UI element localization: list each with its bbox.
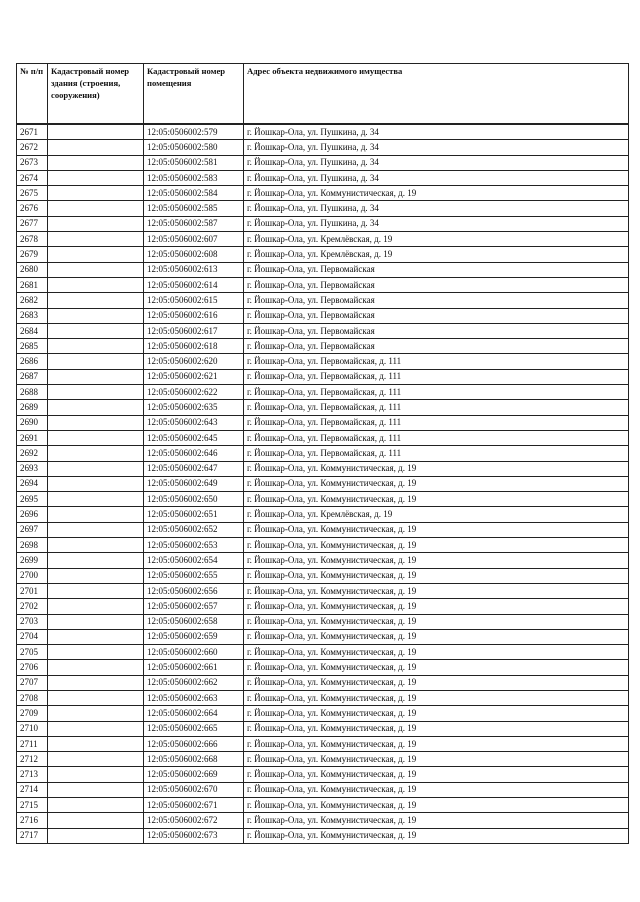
- row-number-cell: 2708: [17, 690, 48, 705]
- building-cadastral-cell: [48, 170, 144, 185]
- address-cell: г. Йошкар-Ола, ул. Первомайская: [244, 308, 629, 323]
- building-cadastral-cell: [48, 706, 144, 721]
- room-cadastral-cell: 12:05:0506002:607: [144, 232, 244, 247]
- building-cadastral-cell: [48, 476, 144, 491]
- address-cell: г. Йошкар-Ола, ул. Первомайская: [244, 262, 629, 277]
- room-cadastral-cell: 12:05:0506002:647: [144, 461, 244, 476]
- row-number-cell: 2706: [17, 660, 48, 675]
- row-number-cell: 2699: [17, 553, 48, 568]
- room-cadastral-cell: 12:05:0506002:655: [144, 568, 244, 583]
- address-cell: г. Йошкар-Ола, ул. Пушкина, д. 34: [244, 155, 629, 170]
- row-number-cell: 2678: [17, 232, 48, 247]
- address-cell: г. Йошкар-Ола, ул. Первомайская, д. 111: [244, 446, 629, 461]
- row-number-cell: 2704: [17, 629, 48, 644]
- row-number-cell: 2675: [17, 186, 48, 201]
- room-cadastral-cell: 12:05:0506002:653: [144, 538, 244, 553]
- building-cadastral-cell: [48, 752, 144, 767]
- table-row: [17, 813, 629, 828]
- room-cadastral-cell: 12:05:0506002:669: [144, 767, 244, 782]
- room-cadastral-cell: 12:05:0506002:613: [144, 262, 244, 277]
- address-cell: г. Йошкар-Ола, ул. Первомайская, д. 111: [244, 385, 629, 400]
- row-number-cell: 2693: [17, 461, 48, 476]
- building-cadastral-cell: [48, 262, 144, 277]
- building-cadastral-cell: [48, 430, 144, 445]
- address-cell: г. Йошкар-Ола, ул. Пушкина, д. 34: [244, 216, 629, 231]
- header-address: Адрес объекта недвижимого имущества: [244, 64, 629, 125]
- row-number-cell: 2703: [17, 614, 48, 629]
- building-cadastral-cell: [48, 660, 144, 675]
- building-cadastral-cell: [48, 568, 144, 583]
- address-cell: г. Йошкар-Ола, ул. Коммунистическая, д. 19: [244, 186, 629, 201]
- table-row: [17, 690, 629, 705]
- row-number-cell: 2697: [17, 522, 48, 537]
- table-row: [17, 308, 629, 323]
- building-cadastral-cell: [48, 645, 144, 660]
- room-cadastral-cell: 12:05:0506002:587: [144, 216, 244, 231]
- room-cadastral-cell: 12:05:0506002:618: [144, 339, 244, 354]
- room-cadastral-cell: 12:05:0506002:651: [144, 507, 244, 522]
- address-cell: г. Йошкар-Ола, ул. Кремлёвская, д. 19: [244, 232, 629, 247]
- table-row: [17, 262, 629, 277]
- building-cadastral-cell: [48, 124, 144, 140]
- room-cadastral-cell: 12:05:0506002:673: [144, 828, 244, 843]
- row-number-cell: 2676: [17, 201, 48, 216]
- row-number-cell: 2680: [17, 262, 48, 277]
- address-cell: г. Йошкар-Ола, ул. Коммунистическая, д. 19: [244, 568, 629, 583]
- table-row: [17, 538, 629, 553]
- row-number-cell: 2707: [17, 675, 48, 690]
- building-cadastral-cell: [48, 216, 144, 231]
- table-row: [17, 216, 629, 231]
- address-cell: г. Йошкар-Ола, ул. Коммунистическая, д. 19: [244, 461, 629, 476]
- address-cell: г. Йошкар-Ола, ул. Коммунистическая, д. 19: [244, 599, 629, 614]
- table-row: [17, 232, 629, 247]
- room-cadastral-cell: 12:05:0506002:672: [144, 813, 244, 828]
- building-cadastral-cell: [48, 522, 144, 537]
- room-cadastral-cell: 12:05:0506002:581: [144, 155, 244, 170]
- row-number-cell: 2672: [17, 140, 48, 155]
- row-number-cell: 2671: [17, 124, 48, 140]
- table-row: [17, 140, 629, 155]
- table-row: [17, 155, 629, 170]
- building-cadastral-cell: [48, 721, 144, 736]
- address-cell: г. Йошкар-Ола, ул. Коммунистическая, д. 19: [244, 629, 629, 644]
- header-building-cadastral: Кадастровый номер здания (строения, сооружения): [48, 64, 144, 125]
- table-row: [17, 614, 629, 629]
- building-cadastral-cell: [48, 201, 144, 216]
- room-cadastral-cell: 12:05:0506002:662: [144, 675, 244, 690]
- room-cadastral-cell: 12:05:0506002:620: [144, 354, 244, 369]
- room-cadastral-cell: 12:05:0506002:579: [144, 124, 244, 140]
- table-row: [17, 430, 629, 445]
- room-cadastral-cell: 12:05:0506002:635: [144, 400, 244, 415]
- building-cadastral-cell: [48, 798, 144, 813]
- header-row: [17, 64, 629, 125]
- address-cell: г. Йошкар-Ола, ул. Пушкина, д. 34: [244, 140, 629, 155]
- row-number-cell: 2687: [17, 369, 48, 384]
- building-cadastral-cell: [48, 155, 144, 170]
- table-row: [17, 553, 629, 568]
- building-cadastral-cell: [48, 446, 144, 461]
- address-cell: г. Йошкар-Ола, ул. Коммунистическая, д. 19: [244, 553, 629, 568]
- table-row: [17, 736, 629, 751]
- room-cadastral-cell: 12:05:0506002:654: [144, 553, 244, 568]
- building-cadastral-cell: [48, 736, 144, 751]
- room-cadastral-cell: 12:05:0506002:584: [144, 186, 244, 201]
- building-cadastral-cell: [48, 767, 144, 782]
- building-cadastral-cell: [48, 690, 144, 705]
- row-number-cell: 2690: [17, 415, 48, 430]
- row-number-cell: 2684: [17, 323, 48, 338]
- building-cadastral-cell: [48, 553, 144, 568]
- address-cell: г. Йошкар-Ола, ул. Коммунистическая, д. 19: [244, 706, 629, 721]
- room-cadastral-cell: 12:05:0506002:585: [144, 201, 244, 216]
- room-cadastral-cell: 12:05:0506002:650: [144, 492, 244, 507]
- address-cell: г. Йошкар-Ола, ул. Коммунистическая, д. 19: [244, 752, 629, 767]
- row-number-cell: 2685: [17, 339, 48, 354]
- room-cadastral-cell: 12:05:0506002:617: [144, 323, 244, 338]
- room-cadastral-cell: 12:05:0506002:670: [144, 782, 244, 797]
- row-number-cell: 2716: [17, 813, 48, 828]
- building-cadastral-cell: [48, 538, 144, 553]
- room-cadastral-cell: 12:05:0506002:665: [144, 721, 244, 736]
- row-number-cell: 2713: [17, 767, 48, 782]
- building-cadastral-cell: [48, 277, 144, 292]
- header-num: № п/п: [17, 64, 48, 125]
- address-cell: г. Йошкар-Ола, ул. Первомайская, д. 111: [244, 369, 629, 384]
- address-cell: г. Йошкар-Ола, ул. Первомайская, д. 111: [244, 430, 629, 445]
- building-cadastral-cell: [48, 675, 144, 690]
- room-cadastral-cell: 12:05:0506002:646: [144, 446, 244, 461]
- row-number-cell: 2715: [17, 798, 48, 813]
- building-cadastral-cell: [48, 629, 144, 644]
- address-cell: г. Йошкар-Ола, ул. Коммунистическая, д. 19: [244, 675, 629, 690]
- address-cell: г. Йошкар-Ола, ул. Коммунистическая, д. 19: [244, 813, 629, 828]
- row-number-cell: 2710: [17, 721, 48, 736]
- address-cell: г. Йошкар-Ола, ул. Коммунистическая, д. 19: [244, 492, 629, 507]
- address-cell: г. Йошкар-Ола, ул. Коммунистическая, д. 19: [244, 614, 629, 629]
- building-cadastral-cell: [48, 415, 144, 430]
- building-cadastral-cell: [48, 599, 144, 614]
- building-cadastral-cell: [48, 247, 144, 262]
- building-cadastral-cell: [48, 507, 144, 522]
- table-row: [17, 277, 629, 292]
- address-cell: г. Йошкар-Ола, ул. Коммунистическая, д. 19: [244, 522, 629, 537]
- table-row: [17, 660, 629, 675]
- address-cell: г. Йошкар-Ола, ул. Пушкина, д. 34: [244, 124, 629, 140]
- row-number-cell: 2717: [17, 828, 48, 843]
- row-number-cell: 2701: [17, 583, 48, 598]
- row-number-cell: 2712: [17, 752, 48, 767]
- row-number-cell: 2705: [17, 645, 48, 660]
- row-number-cell: 2682: [17, 293, 48, 308]
- address-cell: г. Йошкар-Ола, ул. Коммунистическая, д. 19: [244, 721, 629, 736]
- building-cadastral-cell: [48, 828, 144, 843]
- room-cadastral-cell: 12:05:0506002:614: [144, 277, 244, 292]
- row-number-cell: 2714: [17, 782, 48, 797]
- table-row: [17, 752, 629, 767]
- room-cadastral-cell: 12:05:0506002:652: [144, 522, 244, 537]
- address-cell: г. Йошкар-Ола, ул. Первомайская, д. 111: [244, 354, 629, 369]
- room-cadastral-cell: 12:05:0506002:622: [144, 385, 244, 400]
- table-row: [17, 400, 629, 415]
- room-cadastral-cell: 12:05:0506002:616: [144, 308, 244, 323]
- row-number-cell: 2674: [17, 170, 48, 185]
- room-cadastral-cell: 12:05:0506002:615: [144, 293, 244, 308]
- address-cell: г. Йошкар-Ола, ул. Первомайская: [244, 339, 629, 354]
- address-cell: г. Йошкар-Ола, ул. Пушкина, д. 34: [244, 170, 629, 185]
- address-cell: г. Йошкар-Ола, ул. Коммунистическая, д. 19: [244, 736, 629, 751]
- building-cadastral-cell: [48, 583, 144, 598]
- table-row: [17, 492, 629, 507]
- building-cadastral-cell: [48, 492, 144, 507]
- address-cell: г. Йошкар-Ола, ул. Первомайская: [244, 277, 629, 292]
- address-cell: г. Йошкар-Ола, ул. Кремлёвская, д. 19: [244, 507, 629, 522]
- building-cadastral-cell: [48, 186, 144, 201]
- row-number-cell: 2709: [17, 706, 48, 721]
- building-cadastral-cell: [48, 461, 144, 476]
- row-number-cell: 2691: [17, 430, 48, 445]
- room-cadastral-cell: 12:05:0506002:668: [144, 752, 244, 767]
- building-cadastral-cell: [48, 339, 144, 354]
- room-cadastral-cell: 12:05:0506002:663: [144, 690, 244, 705]
- building-cadastral-cell: [48, 400, 144, 415]
- row-number-cell: 2711: [17, 736, 48, 751]
- address-cell: г. Йошкар-Ола, ул. Коммунистическая, д. 19: [244, 645, 629, 660]
- table-row: [17, 828, 629, 843]
- address-cell: г. Йошкар-Ола, ул. Первомайская: [244, 293, 629, 308]
- building-cadastral-cell: [48, 385, 144, 400]
- table-row: [17, 583, 629, 598]
- address-cell: г. Йошкар-Ола, ул. Коммунистическая, д. 19: [244, 660, 629, 675]
- table-row: [17, 461, 629, 476]
- address-cell: г. Йошкар-Ола, ул. Первомайская, д. 111: [244, 400, 629, 415]
- table-body: [17, 124, 629, 843]
- table-row: [17, 201, 629, 216]
- building-cadastral-cell: [48, 813, 144, 828]
- table-row: [17, 721, 629, 736]
- building-cadastral-cell: [48, 323, 144, 338]
- room-cadastral-cell: 12:05:0506002:657: [144, 599, 244, 614]
- table-row: [17, 507, 629, 522]
- table-row: [17, 675, 629, 690]
- building-cadastral-cell: [48, 614, 144, 629]
- row-number-cell: 2686: [17, 354, 48, 369]
- table-row: [17, 782, 629, 797]
- room-cadastral-cell: 12:05:0506002:608: [144, 247, 244, 262]
- row-number-cell: 2695: [17, 492, 48, 507]
- table-row: [17, 629, 629, 644]
- address-cell: г. Йошкар-Ола, ул. Первомайская: [244, 323, 629, 338]
- row-number-cell: 2681: [17, 277, 48, 292]
- address-cell: г. Йошкар-Ола, ул. Первомайская, д. 111: [244, 415, 629, 430]
- address-cell: г. Йошкар-Ола, ул. Пушкина, д. 34: [244, 201, 629, 216]
- building-cadastral-cell: [48, 782, 144, 797]
- room-cadastral-cell: 12:05:0506002:656: [144, 583, 244, 598]
- table-row: [17, 599, 629, 614]
- room-cadastral-cell: 12:05:0506002:621: [144, 369, 244, 384]
- table-row: [17, 385, 629, 400]
- property-table: [16, 63, 629, 844]
- row-number-cell: 2679: [17, 247, 48, 262]
- table-row: [17, 339, 629, 354]
- building-cadastral-cell: [48, 308, 144, 323]
- table-row: [17, 522, 629, 537]
- room-cadastral-cell: 12:05:0506002:649: [144, 476, 244, 491]
- table-row: [17, 293, 629, 308]
- room-cadastral-cell: 12:05:0506002:643: [144, 415, 244, 430]
- table-row: [17, 354, 629, 369]
- table-row: [17, 706, 629, 721]
- address-cell: г. Йошкар-Ола, ул. Кремлёвская, д. 19: [244, 247, 629, 262]
- table-row: [17, 568, 629, 583]
- row-number-cell: 2673: [17, 155, 48, 170]
- room-cadastral-cell: 12:05:0506002:660: [144, 645, 244, 660]
- table-row: [17, 124, 629, 140]
- table-row: [17, 767, 629, 782]
- table-row: [17, 323, 629, 338]
- room-cadastral-cell: 12:05:0506002:671: [144, 798, 244, 813]
- room-cadastral-cell: 12:05:0506002:583: [144, 170, 244, 185]
- room-cadastral-cell: 12:05:0506002:580: [144, 140, 244, 155]
- table-row: [17, 415, 629, 430]
- address-cell: г. Йошкар-Ола, ул. Коммунистическая, д. 19: [244, 476, 629, 491]
- row-number-cell: 2688: [17, 385, 48, 400]
- row-number-cell: 2696: [17, 507, 48, 522]
- row-number-cell: 2694: [17, 476, 48, 491]
- table-row: [17, 798, 629, 813]
- table-row: [17, 247, 629, 262]
- room-cadastral-cell: 12:05:0506002:645: [144, 430, 244, 445]
- room-cadastral-cell: 12:05:0506002:658: [144, 614, 244, 629]
- address-cell: г. Йошкар-Ола, ул. Коммунистическая, д. 19: [244, 767, 629, 782]
- header-room-cadastral: Кадастровый номер помещения: [144, 64, 244, 125]
- address-cell: г. Йошкар-Ола, ул. Коммунистическая, д. 19: [244, 798, 629, 813]
- building-cadastral-cell: [48, 369, 144, 384]
- row-number-cell: 2683: [17, 308, 48, 323]
- address-cell: г. Йошкар-Ола, ул. Коммунистическая, д. 19: [244, 583, 629, 598]
- address-cell: г. Йошкар-Ола, ул. Коммунистическая, д. 19: [244, 828, 629, 843]
- room-cadastral-cell: 12:05:0506002:659: [144, 629, 244, 644]
- table-row: [17, 645, 629, 660]
- table-row: [17, 476, 629, 491]
- room-cadastral-cell: 12:05:0506002:666: [144, 736, 244, 751]
- address-cell: г. Йошкар-Ола, ул. Коммунистическая, д. 19: [244, 782, 629, 797]
- table-row: [17, 446, 629, 461]
- row-number-cell: 2698: [17, 538, 48, 553]
- row-number-cell: 2689: [17, 400, 48, 415]
- row-number-cell: 2677: [17, 216, 48, 231]
- building-cadastral-cell: [48, 354, 144, 369]
- table-row: [17, 369, 629, 384]
- building-cadastral-cell: [48, 140, 144, 155]
- room-cadastral-cell: 12:05:0506002:664: [144, 706, 244, 721]
- address-cell: г. Йошкар-Ола, ул. Коммунистическая, д. 19: [244, 690, 629, 705]
- row-number-cell: 2702: [17, 599, 48, 614]
- address-cell: г. Йошкар-Ола, ул. Коммунистическая, д. 19: [244, 538, 629, 553]
- table-row: [17, 170, 629, 185]
- building-cadastral-cell: [48, 232, 144, 247]
- row-number-cell: 2700: [17, 568, 48, 583]
- row-number-cell: 2692: [17, 446, 48, 461]
- table-row: [17, 186, 629, 201]
- room-cadastral-cell: 12:05:0506002:661: [144, 660, 244, 675]
- building-cadastral-cell: [48, 293, 144, 308]
